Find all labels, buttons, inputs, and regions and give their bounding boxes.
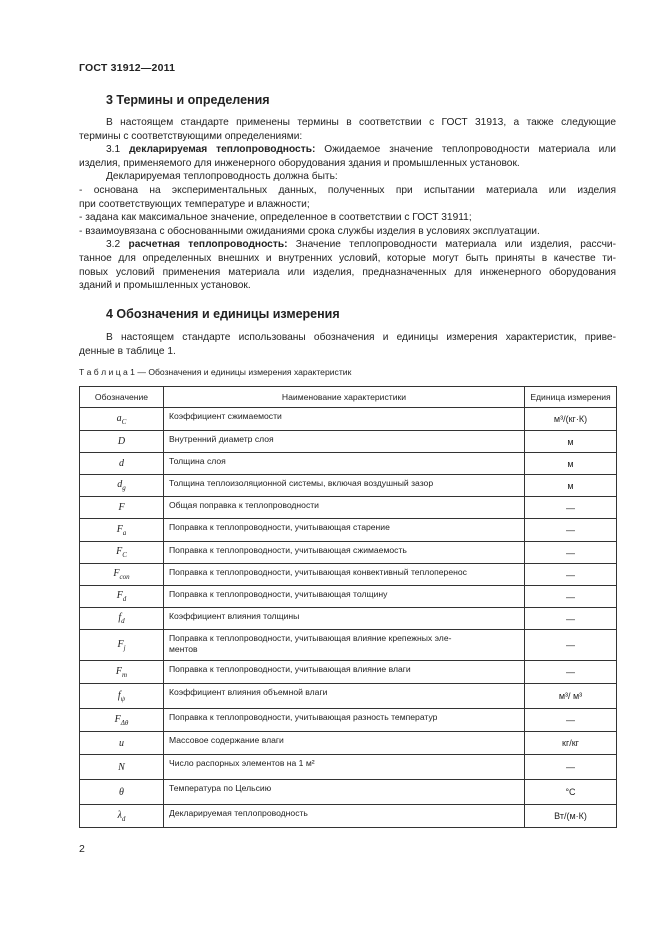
characteristic-name: Число распорных элементов на 1 м² <box>169 758 315 768</box>
table-row <box>80 542 617 564</box>
declared-intro: Декларируемая теплопроводность должна быть: <box>106 171 338 183</box>
bullet-1-line-1: - основана на экспериментальных данных, полученных при испытании материала или изделия <box>79 184 616 196</box>
name-cell <box>164 805 525 828</box>
unit-cell: °С <box>525 780 617 805</box>
symbol-cell <box>80 475 164 497</box>
symbol-cell <box>80 661 164 684</box>
name-cell <box>164 453 525 475</box>
name-cell <box>164 732 525 755</box>
symbol-cell <box>80 408 164 431</box>
name-cell <box>164 497 525 519</box>
name-cell <box>164 684 525 709</box>
bullet-2: - задана как максимальное значение, определенное в соответствии с ГОСТ 31911; <box>79 212 472 224</box>
symbol-subscript: ψ <box>120 694 126 703</box>
term-design-conductivity: расчетная теплопроводность: <box>128 239 288 251</box>
section-3-heading: 3 Термины и определения <box>106 93 270 107</box>
unit-cell: — <box>525 586 617 608</box>
characteristic-name: Внутренний диаметр слоя <box>169 434 274 444</box>
name-cell <box>164 408 525 431</box>
header-name: Наименование характеристики <box>164 387 525 408</box>
symbol-subscript: d <box>121 814 126 823</box>
symbol: f <box>117 689 121 701</box>
unit-cell: кг/кг <box>525 732 617 755</box>
section-3-body <box>79 116 616 293</box>
symbol-cell <box>80 780 164 805</box>
characteristic-name: Коэффициент сжимаемости <box>169 411 282 421</box>
unit-cell: — <box>525 608 617 630</box>
symbol-subscript: C <box>122 551 127 559</box>
symbol-cell <box>80 805 164 828</box>
symbol: N <box>118 761 125 773</box>
symbol: f <box>118 612 122 623</box>
symbol-subscript: con <box>119 573 130 581</box>
unit-cell: — <box>525 519 617 542</box>
term-3-2-definition-start: Значение теплопроводности материала или изделия, рассчи- <box>295 239 616 251</box>
unit-cell: — <box>525 497 617 519</box>
symbol: F <box>117 638 124 650</box>
symbol: D <box>117 436 126 447</box>
table-row <box>80 661 617 684</box>
name-cell <box>164 709 525 732</box>
name-cell <box>164 755 525 780</box>
unit-cell: — <box>525 709 617 732</box>
unit-cell: м <box>525 431 617 453</box>
symbol: F <box>116 546 123 557</box>
term-declared-conductivity: декларируемая теплопроводность: <box>129 144 316 156</box>
name-cell <box>164 431 525 453</box>
table-row <box>80 684 617 709</box>
characteristic-name: Общая поправка к теплопроводности <box>169 500 319 510</box>
term-3-2-definition-line-4: зданий и промышленных установок. <box>79 280 251 292</box>
unit-cell: — <box>525 564 617 586</box>
symbol-subscript: C <box>121 417 127 426</box>
symbol-subscript: d <box>121 617 125 625</box>
symbol: F <box>114 713 121 725</box>
symbol: F <box>116 523 123 535</box>
symbol: F <box>116 590 123 601</box>
unit-cell: Вт/(м·К) <box>525 805 617 828</box>
term-3-1-definition-start: Ожидаемое значение теплопроводности материала или <box>324 144 616 156</box>
characteristic-name: Поправка к теплопроводности, учитывающая разность температур <box>169 712 438 722</box>
table-caption: Т а б л и ц а 1 — Обозначения и единицы измерения характеристик <box>79 367 352 377</box>
table-row <box>80 586 617 608</box>
document-header: ГОСТ 31912—2011 <box>79 62 176 74</box>
symbol-cell <box>80 684 164 709</box>
name-cell <box>164 586 525 608</box>
symbol: F <box>118 502 125 513</box>
section-4-heading: 4 Обозначения и единицы измерения <box>106 307 340 321</box>
symbol-cell <box>80 732 164 755</box>
symbol: a <box>116 412 122 424</box>
symbol: λ <box>117 809 122 821</box>
name-cell <box>164 608 525 630</box>
symbol-subscript: Δθ <box>120 718 129 727</box>
symbol-subscript: m <box>122 670 128 679</box>
symbol-cell <box>80 630 164 661</box>
unit-cell: м³/(кг·К) <box>525 408 617 431</box>
name-cell <box>164 780 525 805</box>
name-cell <box>164 661 525 684</box>
characteristic-name: Поправка к теплопроводности, учитывающая толщину <box>169 589 388 599</box>
characteristic-name: Толщина слоя <box>169 456 226 466</box>
characteristic-name: Декларируемая теплопроводность <box>169 808 308 818</box>
intro-line-1: В настоящем стандарте применены термины в соответствии с ГОСТ 31913, а также следующие <box>106 117 616 128</box>
characteristic-name: Поправка к теплопроводности, учитывающая влияние влаги <box>169 664 411 674</box>
unit-cell: — <box>525 661 617 684</box>
table-row <box>80 709 617 732</box>
header-symbol: Обозначение <box>80 387 164 408</box>
unit-cell: м³/ м³ <box>525 684 617 709</box>
symbol-cell <box>80 755 164 780</box>
bullet-3: - взаимоувязана с обоснованными ожиданиями срока службы изделия в условиях эксплуатации. <box>79 225 540 237</box>
characteristic-name: Поправка к теплопроводности, учитывающая старение <box>169 522 390 532</box>
symbol: d <box>119 458 124 469</box>
symbol-cell <box>80 709 164 732</box>
table-body <box>80 408 617 828</box>
header-unit: Единица измерения <box>525 387 617 408</box>
unit-cell: — <box>525 755 617 780</box>
characteristic-name: Поправка к теплопроводности, учитывающая сжимаемость <box>169 545 407 555</box>
table-row <box>80 732 617 755</box>
symbol-cell <box>80 564 164 586</box>
characteristic-name: Поправка к теплопроводности, учитывающая влияние крепежных эле- <box>169 633 452 643</box>
symbol: u <box>119 737 124 749</box>
term-number-3-2: 3.2 <box>106 239 121 251</box>
symbol-subscript: j <box>123 643 126 652</box>
term-3-2-definition-line-2: танное для определенных внешних и внутренних условий, которые могут быть приняты в качестве ти- <box>79 252 616 264</box>
symbol-cell <box>80 453 164 475</box>
section-4-line-2: денные в таблице 1. <box>79 345 176 357</box>
table-row <box>80 475 617 497</box>
symbol-cell <box>80 497 164 519</box>
section-4-body <box>79 331 616 358</box>
unit-cell: — <box>525 542 617 564</box>
name-cell <box>164 630 525 661</box>
symbol-subscript: d <box>122 595 127 603</box>
name-cell <box>164 519 525 542</box>
characteristic-name: Массовое содержание влаги <box>169 735 284 745</box>
name-cell <box>164 542 525 564</box>
symbol-cell <box>80 542 164 564</box>
symbols-table <box>79 386 617 828</box>
term-number-3-1: 3.1 <box>106 144 121 156</box>
table-row <box>80 630 617 661</box>
characteristic-name: Поправка к теплопроводности, учитывающая конвективный теплоперенос <box>169 567 467 577</box>
characteristic-name: Коэффициент влияния толщины <box>169 611 300 621</box>
table-row <box>80 519 617 542</box>
symbol: d <box>117 479 123 490</box>
table-row <box>80 564 617 586</box>
symbol-cell <box>80 431 164 453</box>
term-3-1-definition-end: изделия, применяемого для инженерного оборудования здания и промышленных установок. <box>79 157 520 169</box>
characteristic-name: Толщина теплоизоляционной системы, включая воздушный зазор <box>169 478 434 488</box>
table-row <box>80 497 617 519</box>
symbol-cell <box>80 608 164 630</box>
symbol-subscript: a <box>122 528 127 537</box>
symbol-cell <box>80 586 164 608</box>
characteristic-name: Коэффициент влияния объемной влаги <box>169 687 328 697</box>
table-row <box>80 453 617 475</box>
table-row <box>80 755 617 780</box>
name-cell <box>164 564 525 586</box>
symbol: F <box>115 665 123 677</box>
name-cell <box>164 475 525 497</box>
table-row <box>80 608 617 630</box>
symbol-cell <box>80 519 164 542</box>
unit-cell: — <box>525 630 617 661</box>
characteristic-name-continued: ментов <box>169 644 198 654</box>
table-row <box>80 805 617 828</box>
symbol: θ <box>119 786 124 798</box>
unit-cell: м <box>525 475 617 497</box>
term-3-2-definition-line-3: повых условий применения материала или изделия, предназначенных для инженерного оборудования <box>79 266 616 278</box>
table-row <box>80 431 617 453</box>
section-4-line-1: В настоящем стандарте использованы обозначения и единицы измерения характеристик, приве- <box>106 332 616 343</box>
table-row <box>80 408 617 431</box>
symbol-subscript: g <box>122 484 126 492</box>
bullet-1-line-2: при соответствующих температуре и влажности; <box>79 198 310 210</box>
characteristic-name: Температура по Цельсию <box>169 783 272 793</box>
table-row <box>80 780 617 805</box>
page-number: 2 <box>79 843 85 855</box>
unit-cell: м <box>525 453 617 475</box>
symbol: F <box>113 568 120 579</box>
table-header-row <box>80 387 617 408</box>
intro-line-2: термины с соответствующими определениями: <box>79 130 303 142</box>
